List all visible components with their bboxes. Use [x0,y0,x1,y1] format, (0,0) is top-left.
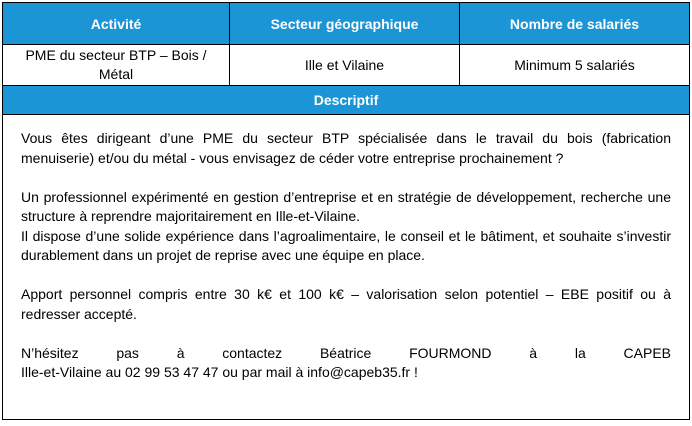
header-row [3,3,690,45]
offer-table [2,2,690,420]
cell-activite [3,45,230,86]
descriptif-contact-line-1: N’hésitez pas à contactez Béatrice FOURMOND à la CAPEB [21,344,671,361]
cell-activite-line2: Métal [98,66,134,82]
descriptif-row [3,115,690,420]
cell-secteur: Ille et Vilaine [230,45,460,86]
table-row [3,45,690,86]
descriptif-paragraph-3: Apport personnel compris entre 30 k€ et 100 k€ – valorisation selon potentiel – EBE positif ou à redresser accepté. [21,286,671,322]
descriptif-paragraph-2b: Il dispose d’une solide expérience dans l’agroalimentaire, le conseil et le bâtiment, et souhaite s’investir durablement dans un projet de reprise avec une équipe en place. [21,227,671,263]
offer-sheet [2,2,689,422]
header-activite: Activité [3,3,230,45]
header-salaries: Nombre de salariés [460,3,690,45]
descriptif-paragraph-2a: Un professionnel expérimenté en gestion d’entreprise et en stratégie de développement, recherche une structure à reprendre majoritairement en Ille-et-Vilaine. [21,188,671,224]
header-secteur: Secteur géographique [230,3,460,45]
descriptif-header-row [3,86,690,115]
cell-activite-line1: PME du secteur BTP – Bois / [25,47,207,63]
descriptif-paragraph-1: Vous êtes dirigeant d’une PME du secteur BTP spécialisée dans le travail du bois (fabrication menuiserie) et/ou du métal - vous envisagez de céder votre entreprise prochainement ? [21,130,671,166]
descriptif-cell [3,115,690,420]
descriptif-header: Descriptif [3,86,690,115]
cell-salaries: Minimum 5 salariés [460,45,690,86]
descriptif-text [3,115,689,383]
descriptif-contact-line-2: Ille-et-Vilaine au 02 99 53 47 47 ou par mail à info@capeb35.fr ! [21,364,418,380]
